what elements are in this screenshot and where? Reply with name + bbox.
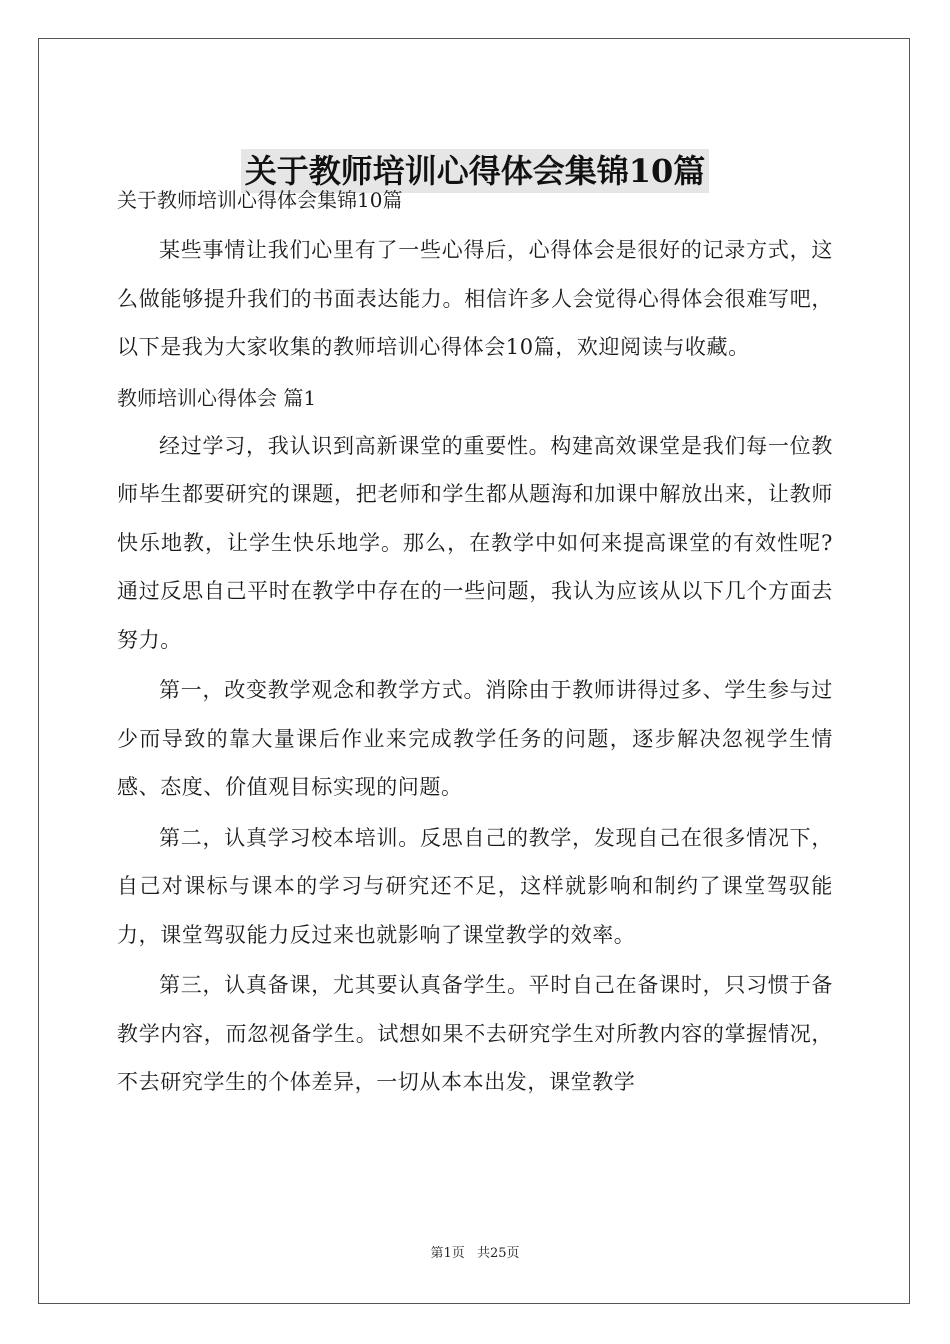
page-number-current: 第1页 bbox=[430, 1246, 465, 1261]
document-subtitle: 关于教师培训心得体会集锦10篇 bbox=[117, 188, 403, 212]
page-footer bbox=[0, 1244, 950, 1264]
document-title: 关于教师培训心得体会集锦10篇 bbox=[241, 149, 710, 193]
page-number-total: 共25页 bbox=[476, 1246, 520, 1261]
document-body bbox=[117, 180, 833, 1107]
section-heading: 教师培训心得体会 篇1 bbox=[117, 385, 317, 410]
intro-paragraph: 某些事情让我们心里有了一些心得后，心得体会是很好的记录方式，这么做能够提升我们的书面表达能力。相信许多人会觉得心得体会很难写吧，以下是我为大家收集的教师培训心得体会10篇，欢迎阅读与收藏。 bbox=[117, 238, 833, 359]
body-paragraph: 第三，认真备课，尤其要认真备学生。平时自己在备课时，只习惯于备教学内容，而忽视备学生。试想如果不去研究学生对所教内容的掌握情况，不去研究学生的个体差异，一切从本本出发，课堂教学 bbox=[117, 973, 833, 1094]
body-paragraph: 第二，认真学习校本培训。反思自己的教学，发现自己在很多情况下，自己对课标与课本的学习与研究还不足，这样就影响和制约了课堂驾驭能力，课堂驾驭能力反过来也就影响了课堂教学的效率。 bbox=[117, 825, 833, 947]
body-paragraph: 经过学习，我认识到高新课堂的重要性。构建高效课堂是我们每一位教师毕生都要研究的课题，把老师和学生都从题海和加课中解放出来，让教师快乐地教，让学生快乐地学。那么，在教学中如何来提高课堂的有效性呢?通过反思自己平时在教学中存在的一些问题，我认为应该从以下几个方面去努力。 bbox=[117, 433, 833, 652]
body-paragraph: 第一，改变教学观念和教学方式。消除由于教师讲得过多、学生参与过少而导致的靠大量课后作业来完成教学任务的问题，逐步解决忽视学生情感、态度、价值观目标实现的问题。 bbox=[117, 678, 833, 799]
